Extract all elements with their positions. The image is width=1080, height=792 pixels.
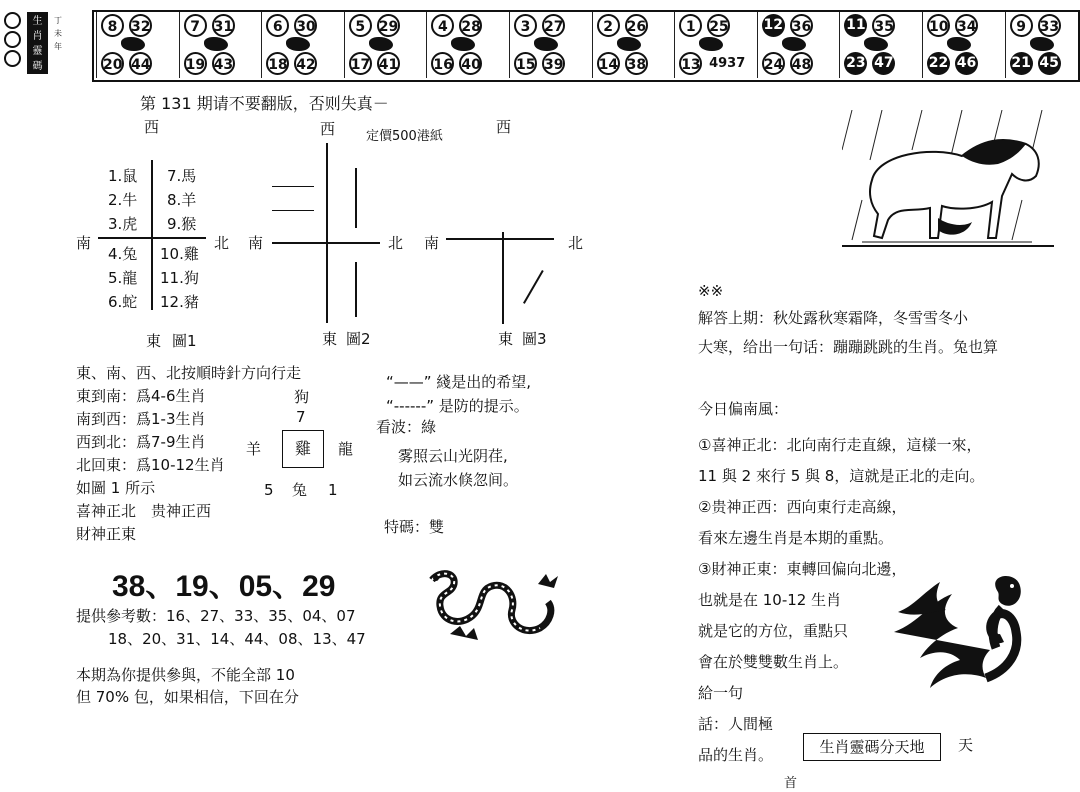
diagram-1-vline: [151, 160, 153, 310]
header-number: 13: [679, 52, 702, 75]
ring-icon: [4, 31, 21, 48]
zodiac-center-box: 雞: [282, 430, 324, 468]
ring-icon: [4, 12, 21, 29]
zodiac-top-num: 7: [296, 408, 306, 426]
header-number: 27: [542, 14, 565, 37]
header-number: 33: [1038, 14, 1061, 37]
header-cell: [509, 12, 589, 78]
zodiac-silhouette-icon: [864, 37, 888, 51]
zodiac-silhouette-icon: [699, 37, 723, 51]
header-number: 10: [927, 14, 950, 37]
poem: 雾照云山光阴荏, 如云流水倏忽间。: [398, 447, 519, 489]
header-cell: [261, 12, 341, 78]
zodiac-top: 狗: [294, 388, 310, 406]
header-number: 41: [377, 52, 400, 75]
header-number: 45: [1038, 52, 1061, 75]
zodiac-silhouette-icon: [369, 37, 393, 51]
header-number: 4937: [709, 56, 746, 71]
header-number: 5: [349, 14, 372, 37]
diagram-2-north: 北: [388, 234, 404, 252]
diagram-3-north: 北: [568, 234, 584, 252]
diagram-1-col2-lower: 10.雞 11.狗 12.豬: [160, 245, 199, 311]
header-number: 3: [514, 14, 537, 37]
zodiac-bottom: 兔: [292, 481, 308, 499]
snake-illustration: [890, 572, 1030, 690]
header-number: 19: [184, 52, 207, 75]
header-cell: [344, 12, 424, 78]
main-numbers: 38、19、05、29: [112, 570, 336, 603]
diagram-3-vline: [502, 232, 504, 324]
footer-fragment: 首: [784, 776, 798, 791]
header-number: 30: [294, 14, 317, 37]
special-code: 特碼：雙: [384, 518, 445, 536]
header-number: 32: [129, 14, 152, 37]
header-number: 46: [955, 52, 978, 75]
wave-hint: 看波：綠: [376, 418, 437, 436]
reference-numbers-1: 提供參考數：16、27、33、35、04、07: [76, 607, 356, 625]
header-circles: [4, 12, 21, 69]
header-cell: [179, 12, 259, 78]
header-cell: [922, 12, 1002, 78]
header-cell: [839, 12, 919, 78]
diagram-2-west: 西: [320, 120, 336, 138]
today-wind: 今日偏南風：: [698, 400, 789, 418]
header-number: 24: [762, 52, 785, 75]
header-label: 生 肖 靈 碼: [27, 12, 48, 74]
header-number: 18: [266, 52, 289, 75]
zodiac-left: 羊: [246, 440, 262, 458]
header-number: 31: [212, 14, 235, 37]
header-number: 47: [872, 52, 895, 75]
rules-list: 東、南、西、北按順時針方向行走 東到南：爲4-6生肖 南到西：爲1-3生肖 西到北：爲7-9生肖 北回東：爲10-12生肖 如圖 1 所示 喜神正北 贵神正西 財神正東: [76, 364, 302, 543]
header-cell: [674, 12, 754, 78]
zodiac-silhouette-icon: [617, 37, 641, 51]
header-number: 8: [101, 14, 124, 37]
stamp-suffix: 天: [958, 736, 974, 754]
header-number: 2: [597, 14, 620, 37]
zodiac-silhouette-icon: [534, 37, 558, 51]
header-cell: [592, 12, 672, 78]
header-cell: [96, 12, 176, 78]
diagram-1-south: 南: [76, 234, 92, 252]
ring-icon: [4, 50, 21, 67]
header-sublabel: 丁 未 年: [54, 16, 62, 51]
zodiac-silhouette-icon: [1030, 37, 1054, 51]
header-number: 34: [955, 14, 978, 37]
dragon-illustration: [420, 566, 560, 648]
diagram-3-caption: 圖3: [522, 330, 547, 348]
zodiac-silhouette-icon: [286, 37, 310, 51]
header-number: 48: [790, 52, 813, 75]
header-number: 42: [294, 52, 317, 75]
answer-text: 解答上期：秋处露秋寒霜降，冬雪雪冬小 大寒，给出一句话：蹦蹦跳跳的生肖。兔也算: [698, 309, 999, 356]
diagram-2-high-line: [355, 168, 357, 228]
header-number: 25: [707, 14, 730, 37]
header-cell: [426, 12, 506, 78]
header-number: 38: [625, 52, 648, 75]
zodiac-silhouette-icon: [947, 37, 971, 51]
price-label: 定價500港紙: [366, 129, 443, 144]
zodiac-silhouette-icon: [121, 37, 145, 51]
diagram-2-hline: [272, 242, 380, 244]
header-number: 40: [459, 52, 482, 75]
header-number: 44: [129, 52, 152, 75]
header-number: 9: [1010, 14, 1033, 37]
header-cell: [1005, 12, 1080, 78]
zodiac-bottom-left: 5: [264, 481, 274, 499]
header-number: 29: [377, 14, 400, 37]
zodiac-silhouette-icon: [204, 37, 228, 51]
header-number: 36: [790, 14, 813, 37]
header-number: 43: [212, 52, 235, 75]
section-marks: ※※: [698, 282, 724, 300]
header-number: 35: [872, 14, 895, 37]
diagram-3-south: 南: [424, 234, 440, 252]
diagram-1-hline: [98, 237, 206, 239]
diagram-1-caption: 圖1: [172, 332, 197, 350]
header-number: 4: [431, 14, 454, 37]
header-number: 1: [679, 14, 702, 37]
diagram-2-caption: 圖2: [346, 330, 371, 348]
header-cell: [757, 12, 837, 78]
header-number: 7: [184, 14, 207, 37]
header-number: 21: [1010, 52, 1033, 75]
header-number: 28: [459, 14, 482, 37]
zodiac-bottom-right: 1: [328, 481, 338, 499]
page-title: 第 131 期请不要翻版，否则失真－: [140, 94, 389, 113]
legend: “——” 綫是出的希望, “------” 是防的提示。: [386, 373, 532, 415]
zodiac-right: 龍: [338, 440, 354, 458]
header-number: 17: [349, 52, 372, 75]
header-number: 14: [597, 52, 620, 75]
diagram-1-north: 北: [214, 234, 230, 252]
diagram-3-diagonal: [523, 270, 543, 304]
horse-illustration: [842, 110, 1054, 252]
diagram-3-hline: [446, 238, 554, 240]
zodiac-silhouette-icon: [782, 37, 806, 51]
diagram-2-low-line: [355, 262, 357, 317]
header-number: 6: [266, 14, 289, 37]
header-number: 26: [625, 14, 648, 37]
diagram-1-col1: 1.鼠 2.牛 3.虎: [108, 167, 138, 233]
header-strip: [0, 0, 1080, 84]
zodiac-silhouette-icon: [451, 37, 475, 51]
diagram-1-east: 東: [146, 332, 162, 350]
analysis-text: ①喜神正北：北向南行走直線，這樣一來， 11 與 2 來行 5 與 8，這就是正北的走向。 ②贵神正西：西向東行走高線， 看來左邊生肖是本期的重點。 ③財神正東：東轉回偏向北邊， 也就是在 10-12 生肖 就是它的方位，重點只 會在於雙雙數生肖上。 給一句 話：人間極 品的生肖。: [698, 436, 985, 764]
diagram-3-east: 東: [498, 330, 514, 348]
diagram-1-col2: 7.馬 8.羊 9.猴: [167, 167, 197, 233]
disclaimer-note: 本期為你提供參與，不能全部 10 但 70% 包，如果相信，下回在分: [76, 666, 299, 706]
header-number: 39: [542, 52, 565, 75]
diagram-1-west: 西: [144, 118, 160, 136]
header-number: 16: [431, 52, 454, 75]
diagram-2-dash: [272, 210, 314, 211]
header-number: 23: [844, 52, 867, 75]
header-number: 15: [514, 52, 537, 75]
diagram-2-dash: [272, 186, 314, 187]
diagram-1-col1-lower: 4.兔 5.龍 6.蛇: [108, 245, 138, 311]
header-number: 22: [927, 52, 950, 75]
header-number: 20: [101, 52, 124, 75]
diagram-2-south: 南: [248, 234, 264, 252]
diagram-2-east: 東: [322, 330, 338, 348]
header-number: 12: [762, 14, 785, 37]
reference-numbers-2: 18、20、31、14、44、08、13、47: [108, 630, 366, 648]
brand-stamp: 生肖靈碼分天地: [803, 733, 941, 761]
header-number: 11: [844, 14, 867, 37]
diagram-3-west: 西: [496, 118, 512, 136]
diagram-2-vline: [326, 143, 328, 323]
